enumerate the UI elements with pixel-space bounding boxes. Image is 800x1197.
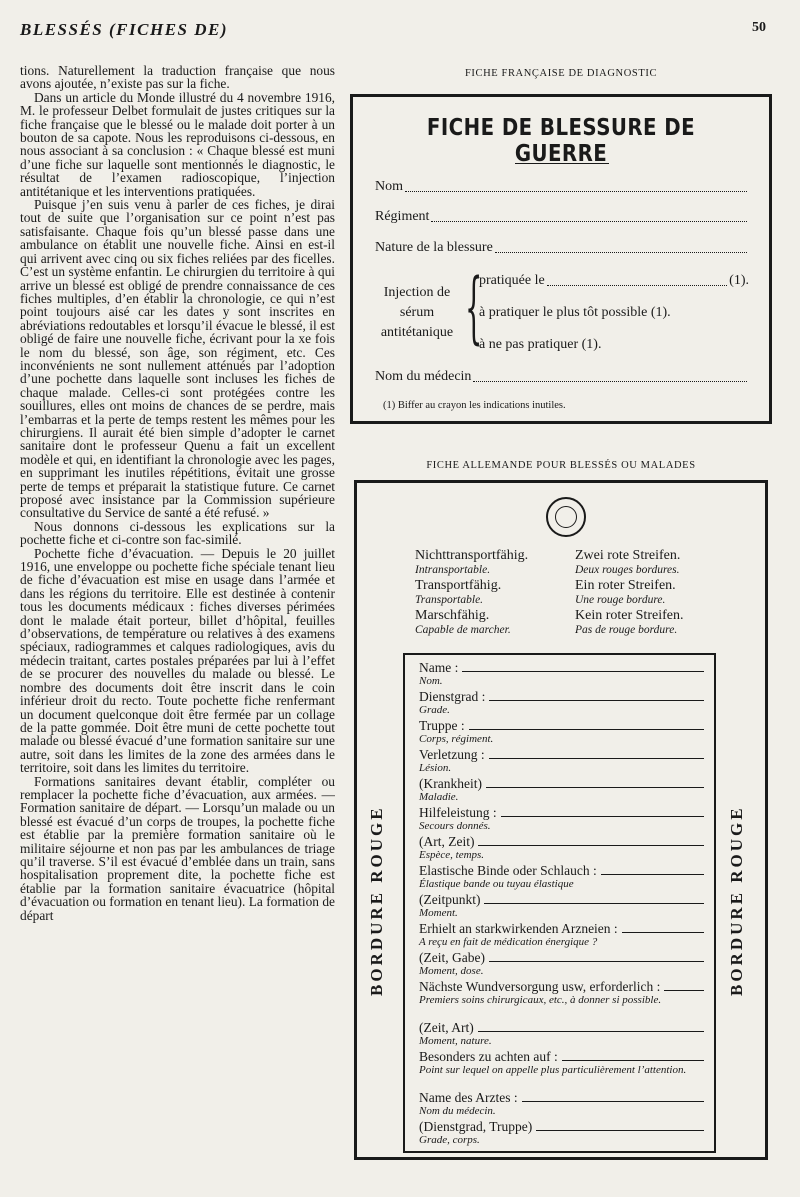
field-hilfeleistung xyxy=(419,806,704,832)
line xyxy=(469,729,704,730)
field-regiment xyxy=(375,209,749,225)
side-label-left: BORDURE ROUGE xyxy=(367,805,386,997)
field-fr: Secours donnés. xyxy=(419,820,491,832)
option-suffix: (1). xyxy=(729,273,749,288)
field-de: Erhielt an starkwirkenden Arzneien : xyxy=(419,921,618,936)
field-fr: Grade, corps. xyxy=(419,1134,480,1146)
field-verletzung xyxy=(419,748,704,774)
field-truppe xyxy=(419,719,704,745)
line xyxy=(478,845,704,846)
footnote: (1) Biffer au crayon les indications inutiles. xyxy=(383,400,566,411)
page-header-title: BLESSÉS (FICHES DE) xyxy=(20,20,229,39)
field-fr: Premiers soins chirurgicaux, etc., à donner si possible. xyxy=(419,994,662,1006)
line xyxy=(522,1101,704,1102)
option-pratiquee xyxy=(479,273,749,289)
category-fr: Capable de marcher. xyxy=(415,624,511,636)
paragraph: Formations sanitaires devant établir, compléter ou remplacer la pochette fiche d’évacuation, aux armées. — Formation sanitaire de départ. — Lorsqu’un malade ou un blessé est évacué d’un corps de troupes, la pochette fiche est établie par la première formation sanitaire où le militaire séjourne et non pas par les ambulances de triage qu’il traverse. S’il est évacué d’emblée dans un train, sans hospitalisation proprement dite, la pochette fiche est établie par la formation sanitaire évacuatrice (hôpital d’évacuation ou formation en tenant lieu). La formation de départ xyxy=(20,773,335,923)
page-number: 50 xyxy=(752,20,766,35)
stripe-de: Zwei rote Streifen. xyxy=(575,548,681,563)
field-fr: Espèce, temps. xyxy=(419,849,485,861)
dotted-line xyxy=(473,380,747,382)
field-de: Dienstgrad : xyxy=(419,689,486,704)
field-fr: Corps, régiment. xyxy=(419,733,494,745)
field-de: (Art, Zeit) xyxy=(419,834,475,849)
field-nom xyxy=(375,179,749,195)
field-name xyxy=(419,661,704,687)
paragraph: Pochette fiche d’évacuation. — Depuis le 20 juillet 1916, une enveloppe ou pochette fiche spéciale tenant lieu de fiche d’évacuation est mise en usage dans l’armée et dans les régions du territoire. Elle est destinée à contenir tous les documents médicaux : fiches diverses périmées dont le malade était porteur, billet d’hôpital, feuilles d’observations, de température ou relatives à des examens spéciaux, radiogrammes et calques radiologiques, avis du médecin traitant, cartes postales préparées par lui à l’effet de se procurer des nouvelles du malade ou blessé. Le nombre des documents doit être inscrit dans le coin inférieur droit du recto. Toute pochette fiche renfermant un document quelconque doit être fermée par un collage de la patte gommée. Doit être muni de cette pochette tout malade ou blessé évacué d’une formation sanitaire sur une autre, soit dans les limites de la zone des armées dans le territoire, soit dans les limites du territoire. xyxy=(20,545,335,776)
stripe-2 xyxy=(575,609,683,637)
stripe-0 xyxy=(575,549,680,577)
field-de: Nächste Wundversorgung usw, erforderlich : xyxy=(419,979,661,994)
field-arzneien xyxy=(419,922,704,948)
stripe-de: Kein roter Streifen. xyxy=(575,608,684,623)
field-de: (Krankheit) xyxy=(419,776,482,791)
category-fr: Intransportable. xyxy=(415,564,491,576)
category-2 xyxy=(415,609,511,637)
field-de: Name des Arztes : xyxy=(419,1090,518,1105)
line xyxy=(562,1060,704,1061)
injection-label: Injection de sérum antitétanique xyxy=(380,285,454,340)
field-de: Truppe : xyxy=(419,718,465,733)
field-de: Elastische Binde oder Schlauch : xyxy=(419,863,597,878)
french-form xyxy=(350,94,772,424)
field-de: (Dienstgrad, Truppe) xyxy=(419,1119,533,1134)
field-fr: Grade. xyxy=(419,704,450,716)
field-wundversorgung xyxy=(419,980,704,1006)
dotted-line xyxy=(495,251,747,253)
line xyxy=(484,903,704,904)
field-nature xyxy=(375,240,749,256)
field-fr: Nom du médecin. xyxy=(419,1105,496,1117)
dotted-line xyxy=(405,190,747,192)
field-zeitpunkt xyxy=(419,893,704,919)
brace: { xyxy=(465,263,483,353)
line xyxy=(622,932,704,933)
field-zeit-art xyxy=(419,1021,704,1047)
dotted-line xyxy=(547,285,727,286)
field-fr: Moment, nature. xyxy=(419,1035,492,1047)
paragraph: tions. Naturellement la traduction française que nous avons ajoutée, n’existe pas sur la fiche. xyxy=(20,64,335,92)
german-fields xyxy=(403,653,716,1153)
field-de: (Zeit, Art) xyxy=(419,1020,474,1035)
stripe-fr: Deux rouges bordures. xyxy=(575,564,680,576)
option-text: pratiquée le xyxy=(479,273,545,288)
field-zeit-gabe xyxy=(419,951,704,977)
field-binde xyxy=(419,864,704,890)
french-form-title: FICHE DE BLESSURE DE GUERRE xyxy=(426,115,696,167)
field-fr: Nom. xyxy=(419,675,443,687)
line xyxy=(489,700,704,701)
line xyxy=(601,874,704,875)
field-krankheit xyxy=(419,777,704,803)
divider xyxy=(515,159,609,164)
side-label-right: BORDURE ROUGE xyxy=(727,805,746,997)
field-de: (Zeitpunkt) xyxy=(419,892,481,907)
dotted-line xyxy=(431,220,747,222)
line xyxy=(536,1130,704,1131)
field-dienstgrad-truppe xyxy=(419,1120,704,1146)
stripe-1 xyxy=(575,579,676,607)
field-medecin xyxy=(375,369,749,385)
field-besonders xyxy=(419,1050,704,1076)
field-label: Régiment xyxy=(375,209,430,224)
field-fr: Moment, dose. xyxy=(419,965,484,977)
line xyxy=(664,990,704,991)
category-de: Transportfähig. xyxy=(415,578,502,593)
line xyxy=(489,961,704,962)
field-fr: Lésion. xyxy=(419,762,452,774)
german-form xyxy=(354,480,768,1160)
field-de: Hilfeleistung : xyxy=(419,805,497,820)
field-de: Besonders zu achten auf : xyxy=(419,1049,558,1064)
french-form-caption: FICHE FRANÇAISE DE DIAGNOSTIC xyxy=(464,68,658,79)
line xyxy=(501,816,704,817)
field-arzt xyxy=(419,1091,704,1117)
field-de: Verletzung : xyxy=(419,747,485,762)
field-fr: A reçu en fait de médication énergique ? xyxy=(419,936,598,948)
field-fr: Élastique bande ou tuyau élastique xyxy=(419,878,574,890)
stripe-fr: Une rouge bordure. xyxy=(575,594,666,606)
line xyxy=(462,671,704,672)
category-de: Marschfähig. xyxy=(415,608,490,623)
stripe-de: Ein roter Streifen. xyxy=(575,578,676,593)
field-fr: Moment. xyxy=(419,907,458,919)
category-0 xyxy=(415,549,528,577)
category-de: Nichttransportfähig. xyxy=(415,548,529,563)
line xyxy=(489,758,704,759)
field-fr: Maladie. xyxy=(419,791,459,803)
german-form-caption: FICHE ALLEMANDE POUR BLESSÉS OU MALADES xyxy=(426,460,696,471)
paragraph: Dans un article du Monde illustré du 4 novembre 1916, M. le professeur Delbet formulait de justes critiques sur la fiche française que le blessé ou le malade doit porter à un bouton de sa capote. Nous les reproduisons ci-dessous, en nous associant à sa conclusion : « Chaque blessé est muni d’une fiche sur laquelle sont mentionnés le diagnostic, le résultat de l’examen radioscopique, l’injection antitétanique et les interventions pratiquées. xyxy=(20,89,335,199)
option-a-pratiquer: à pratiquer le plus tôt possible (1). xyxy=(479,305,671,320)
eyelet-icon xyxy=(546,497,586,537)
field-fr: Point sur lequel on appelle plus particulièrement l’attention. xyxy=(419,1064,687,1076)
line xyxy=(478,1031,704,1032)
article-column xyxy=(20,64,335,1174)
field-label: Nom xyxy=(375,179,403,194)
field-de: Name : xyxy=(419,660,459,675)
stripe-fr: Pas de rouge bordure. xyxy=(575,624,678,636)
field-label: Nom du médecin xyxy=(375,369,472,384)
paragraph: Nous donnons ci-dessous les explications sur la pochette fiche et ci-contre son fac-similé. xyxy=(20,518,335,548)
option-ne-pas: à ne pas pratiquer (1). xyxy=(479,337,602,352)
field-art-zeit xyxy=(419,835,704,861)
line xyxy=(486,787,704,788)
field-de: (Zeit, Gabe) xyxy=(419,950,485,965)
paragraph: Puisque j’en suis venu à parler de ces fiches, je dirai tout de suite que l’organisation sur ce point n’est pas satisfaisante. Chaque fois qu’un blessé passe dans une ambulance on établit une nouvelle fiche. Ainsi en est-il qui arrivent avec cinq ou six fiches reliées par des ficelles. C’est un système enfantin. Le chirurgien du territoire à qui arrive un blessé est obligé de prendre connaissance de ces fiches multiples, d’en établir la chronologie, ce qui n’est point toujours aisé car les dates y sont inscrites en abréviations redoutables et lorsqu’il évacue le blessé, il est obligé de faire une nouvelle fiche, écrivant pour la xe fois le nom du blessé, son âge, son régiment, etc. Ces inconvénients ne sont nullement atténués par l’adoption d’une pochette dans laquelle sont incluses les fiches de chaque malade. Celles-ci sont protégées contre les souillures, elles ont moins de chances de se perdre, mais l’embarras et la perte de temps restent les mêmes pour les chirurgiens. Il aurait été bien simple d’adopter le carnet sanitaire dont le professeur Quenu a fait un excellent modèle et qui, en identifiant la chronologie avec les pages, en supprimant les inutiles répétitions, évitait une grosse perte de temps et préparait la statistique future. Ce carnet proposé avec insistance par la Commission supérieure consultative du Service de santé a été refusé. » xyxy=(20,197,335,521)
field-dienstgrad xyxy=(419,690,704,716)
category-1 xyxy=(415,579,501,607)
field-label: Nature de la blessure xyxy=(375,240,493,255)
category-fr: Transportable. xyxy=(415,594,484,606)
